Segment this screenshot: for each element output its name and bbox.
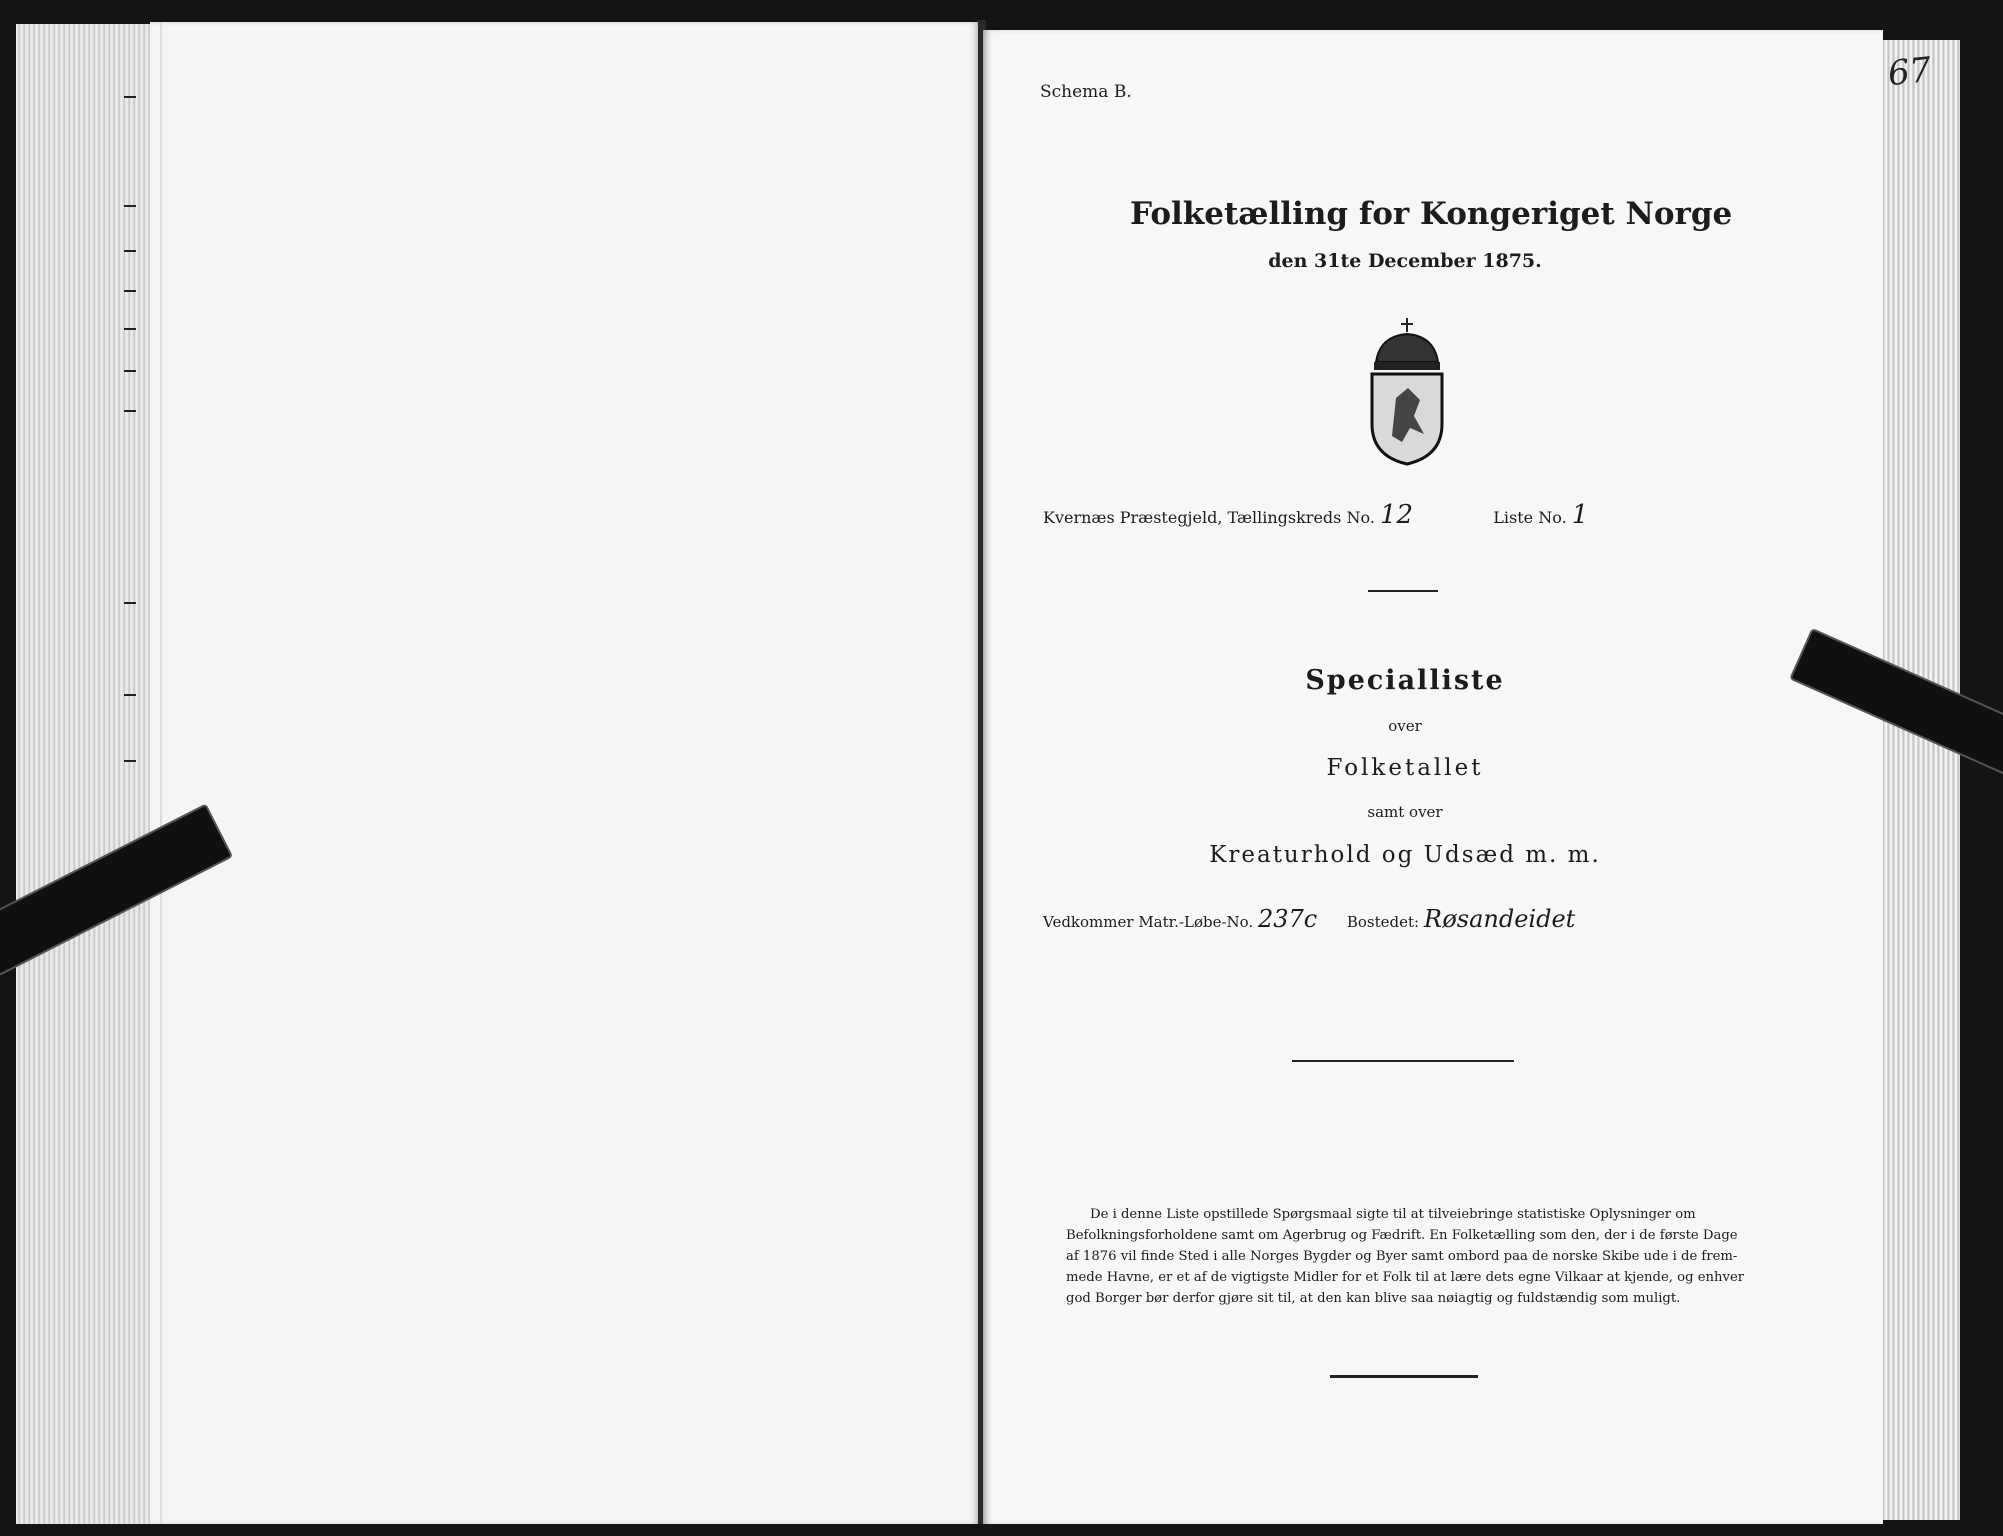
- paragraph-line: mede Havne, er et af de vigtigste Midler for et Folk til at lære dets egne Vilkaar at kjende, og enhver: [1066, 1270, 1745, 1285]
- and-over-text: samt over: [1367, 803, 1443, 821]
- paragraph-line: Befolkningsforholdene samt om Agerbrug og Fædrift. En Folketælling som den, der i de første Dage: [1066, 1228, 1738, 1243]
- left-page-blank: [150, 22, 980, 1524]
- margin-tick: [124, 96, 136, 98]
- residence-name: Røsandeidet: [1423, 905, 1576, 933]
- count-district-number: 12: [1380, 500, 1414, 530]
- explanatory-paragraph: [1066, 1204, 1745, 1309]
- margin-tick: [124, 370, 136, 372]
- margin-tick: [124, 410, 136, 412]
- schema-label: Schema B.: [1040, 82, 1132, 102]
- paragraph-line: god Borger bør derfor gjøre sit til, at den kan blive saa nøiagtig og fuldstændig som muligt.: [1066, 1291, 1681, 1306]
- margin-tick: [124, 250, 136, 252]
- margin-tick: [124, 602, 136, 604]
- count-district-label: Tællingskreds No.: [1227, 508, 1375, 527]
- parish-name: Kvernæs Præstegjeld,: [1043, 508, 1223, 527]
- matr-label: Vedkommer Matr.-Løbe-No.: [1043, 913, 1254, 931]
- margin-tick: [124, 290, 136, 292]
- census-date: den 31te December 1875.: [1268, 250, 1542, 272]
- list-label: Liste No.: [1493, 508, 1567, 527]
- left-page-margin-line: [160, 22, 162, 1524]
- matr-number: 237c: [1258, 905, 1318, 933]
- list-number: 1: [1571, 500, 1589, 530]
- coat-of-arms-icon: [1362, 316, 1452, 466]
- page-number: 67: [1886, 49, 1934, 95]
- paragraph-line: af 1876 vil finde Sted i alle Norges Bygder og Byer samt ombord paa de norske Skibe ude i de frem-: [1066, 1249, 1738, 1264]
- livestock-heading: Kreaturhold og Udsæd m. m.: [1209, 842, 1601, 868]
- left-page-edges: [16, 24, 166, 1524]
- margin-tick: [124, 328, 136, 330]
- margin-tick: [124, 694, 136, 696]
- population-heading: Folketallet: [1326, 755, 1484, 781]
- margin-tick: [124, 205, 136, 207]
- district-line: [1043, 500, 1588, 530]
- page-title: Folketælling for Kongeriget Norge: [1130, 196, 1733, 232]
- residence-label: Bostedet:: [1346, 913, 1420, 931]
- divider: [1330, 1375, 1478, 1378]
- title-block: [1130, 0, 1733, 300]
- divider: [1292, 1060, 1514, 1062]
- over-text: over: [1388, 717, 1422, 735]
- divider: [1368, 590, 1438, 592]
- property-line: [1043, 905, 1575, 933]
- special-list-heading: Specialliste: [1305, 665, 1505, 696]
- margin-tick: [124, 760, 136, 762]
- paragraph-line: De i denne Liste opstillede Spørgsmaal sigte til at tilveiebringe statistiske Oplysninger om: [1090, 1207, 1696, 1222]
